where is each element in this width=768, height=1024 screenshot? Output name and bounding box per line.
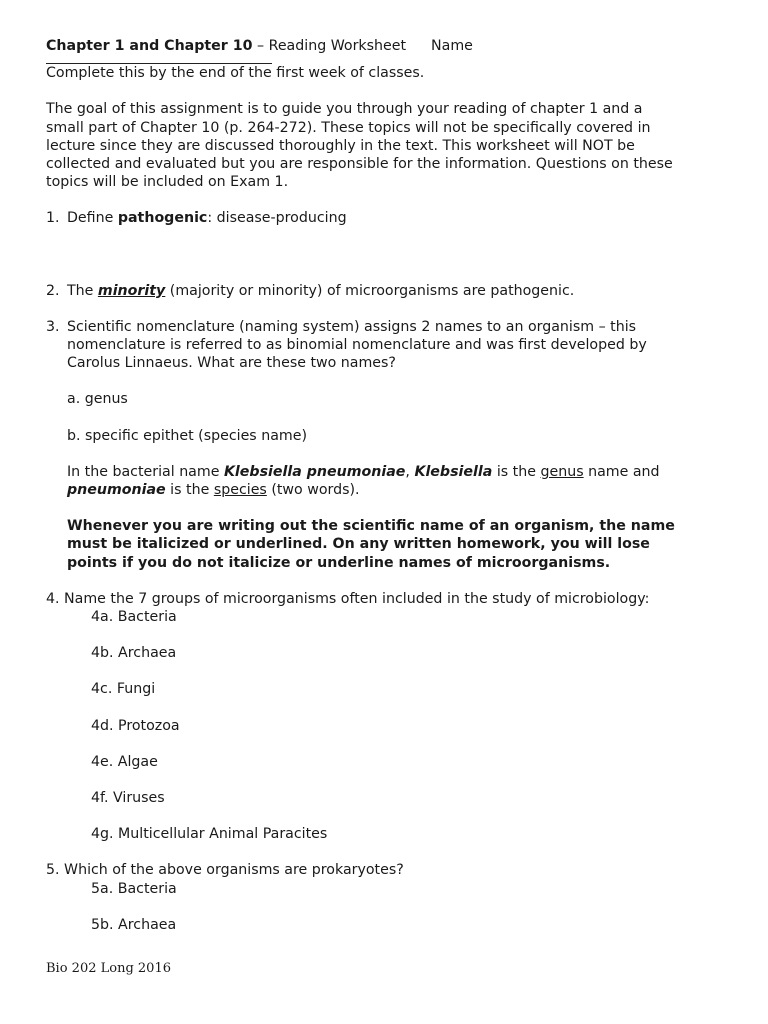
answer-specific-epithet: b. specific epithet (species name) [67,427,307,444]
answer-item: 4e. Algae [91,753,158,770]
answer-item: 4f. Viruses [91,790,165,807]
question-text: Scientific nomenclature (naming system) assigns 2 names to an organism – this [67,318,637,335]
question-number: 3. [46,318,60,335]
answer-item: 4c. Fungi [91,681,156,698]
answer-minority: minority [97,282,166,299]
example-line [46,463,736,481]
answer-item: 5b. Archaea [91,916,177,933]
goal-line: small part of Chapter 10 (p. 264-272). These topics will not be specifically covered in [46,119,651,136]
italicize-note-line: must be italicized or underlined. On any written homework, you will lose [67,536,650,553]
answer-item: 4g. Multicellular Animal Paracites [91,826,328,843]
name-blank-line [46,54,272,64]
italicize-note-line: Whenever you are writing out the scientific name of an organism, the name [67,518,675,535]
answer-genus: a. genus [67,391,128,408]
question-5: 5. Which of the above organisms are prokaryotes? [46,862,404,879]
worksheet-page [46,37,736,934]
answer-item: 5a. Bacteria [91,880,177,897]
worksheet-header [46,37,736,55]
question-number: 1. [46,210,60,227]
term-pathogenic: pathogenic [117,210,208,227]
page-footer: Bio 202 Long 2016 [46,961,171,976]
question-3-line: nomenclature is referred to as binomial nomenclature and was first developed by [67,337,647,354]
question-text: Define [67,210,118,227]
example-text: , [405,463,415,480]
genus-word: Klebsiella [414,463,493,480]
question-4: 4. Name the 7 groups of microorganisms often included in the study of microbiology: [46,590,650,607]
worksheet-subtitle: – Reading Worksheet [252,38,407,54]
example-text: name and [583,463,660,480]
example-text: In the bacterial name [67,463,224,480]
question-number: 2. [46,282,60,299]
example-text: (two words). [266,482,360,499]
answer-species-underlined: species [213,482,267,499]
question-3-line: Carolus Linnaeus. What are these two names? [67,355,396,372]
question-2 [46,282,736,300]
example-line [46,481,736,499]
goal-line: topics will be included on Exam 1. [46,174,289,191]
name-label: Name [431,38,473,54]
question-text: (majority or minority) of microorganisms are pathogenic. [165,282,575,299]
answer-item: 4d. Protozoa [91,717,180,734]
answer-text: : disease-producing [207,210,347,227]
deadline-text: Complete this by the end of the first week of classes. [46,65,425,82]
answer-genus-underlined: genus [540,463,584,480]
italicize-note-line: points if you do not italicize or underline names of microorganisms. [67,554,611,571]
goal-line: lecture since they are discussed thoroughly in the text. This worksheet will NOT be [46,137,635,154]
answer-item: 4b. Archaea [91,645,177,662]
goal-line: The goal of this assignment is to guide you through your reading of chapter 1 and a [46,101,643,118]
example-text: is the [165,482,214,499]
example-text: is the [492,463,541,480]
question-text: The [67,282,98,299]
goal-line: collected and evaluated but you are responsible for the information. Questions on these [46,156,673,173]
organism-name: Klebsiella pneumoniae [223,463,406,480]
question-3-line [46,318,736,336]
species-word: pneumoniae [67,482,166,499]
question-1 [46,209,736,227]
worksheet-title: Chapter 1 and Chapter 10 [46,38,253,54]
answer-item: 4a. Bacteria [91,609,177,626]
